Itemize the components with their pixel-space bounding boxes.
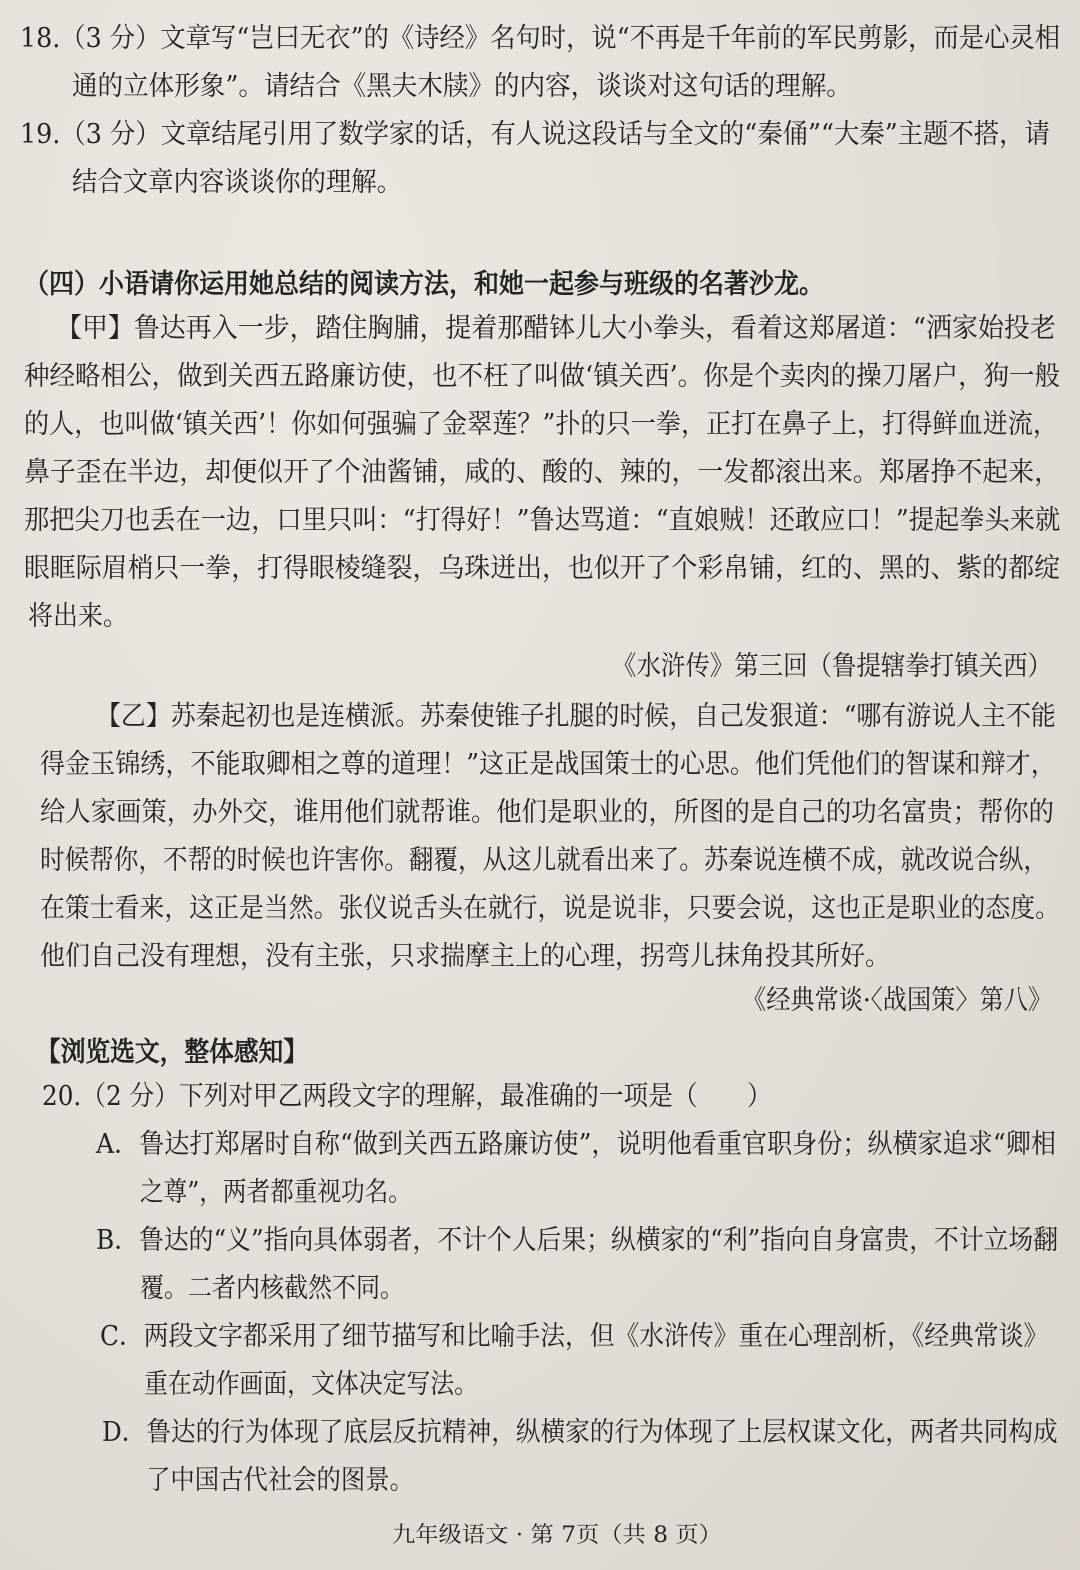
- q18-line-1: 18.（3 分）文章写“岂曰无衣”的《诗经》名句时，说“不再是千年前的军民剪影，而是心灵相: [20, 23, 1061, 54]
- passage-jia-line: 将出来。: [28, 601, 128, 632]
- passage-yi-line: 给人家画策，办外交，谁用他们就帮谁。他们是职业的，所图的是自己的功名富贵；帮你的: [40, 797, 1054, 828]
- option-d[interactable]: D．鲁达的行为体现了底层反抗精神，纵横家的行为体现了上层权谋文化，两者共同构成: [102, 1417, 1058, 1448]
- passage-jia-line: 的人，也叫做‘镇关西’！你如何强骗了金翠莲？”扑的只一拳，正打在鼻子上，打得鲜血迸流，: [24, 409, 1058, 440]
- passage-jia-line: 鼻子歪在半边，却便似开了个油酱铺，咸的、酸的、辣的，一发都滚出来。郑屠挣不起来，: [24, 457, 1060, 488]
- passage-jia-line: 【甲】鲁达再入一步，踏住胸脯，提着那醋钵儿大小拳头，看着这郑屠道：“洒家始投老: [56, 313, 1056, 344]
- option-b[interactable]: B．鲁达的“义”指向具体弱者，不计个人后果；纵横家的“利”指向自身富贵，不计立场翻: [96, 1225, 1059, 1256]
- passage-jia-line: 眼眶际眉梢只一拳，打得眼棱缝裂，乌珠迸出，也似开了个彩帛铺，红的、黑的、紫的都绽: [24, 553, 1060, 584]
- passage-jia-line: 那把尖刀也丢在一边，口里只叫：“打得好！”鲁达骂道：“直娘贼！还敢应口！”提起拳头来就: [24, 505, 1061, 536]
- option-b-cont: 覆。二者内核截然不同。: [140, 1273, 404, 1304]
- section-heading: （四）小语请你运用她总结的阅读方法，和她一起参与班级的名著沙龙。: [24, 269, 824, 300]
- passage-yi-line: 在策士看来，这正是当然。张仪说舌头在就行，说是说非，只要会说，这也正是职业的态度。: [40, 893, 1060, 924]
- page-footer: 九年级语文 · 第 7页（共 8 页）: [392, 1523, 722, 1548]
- passage-jia-line: 种经略相公，做到关西五路廉访使，也不枉了叫做‘镇关西’。你是个卖肉的操刀屠户，狗一般: [24, 361, 1061, 392]
- passage-yi-line: 得金玉锦绣，不能取卿相之尊的道理！”这正是战国策士的心思。他们凭他们的智谋和辩才，: [40, 749, 1056, 780]
- q20-stem: 20.（2 分）下列对甲乙两段文字的理解，最准确的一项是（ ）: [42, 1081, 772, 1112]
- q18-line-2: 通的立体形象”。请结合《黑夫木牍》的内容，谈谈对这句话的理解。: [72, 71, 852, 102]
- section-subheading: 【浏览选文，整体感知】: [36, 1037, 308, 1068]
- passage-yi-line: 时候帮你，不帮的时候也许害你。翻覆，从这儿就看出来了。苏秦说连横不成，就改说合纵，: [40, 845, 1048, 876]
- q19-line-2: 结合文章内容谈谈你的理解。: [72, 167, 402, 198]
- option-c-cont: 重在动作画面，文体决定写法。: [144, 1369, 478, 1400]
- q19-line-1: 19.（3 分）文章结尾引用了数学家的话，有人说这段话与全文的“秦俑”“大秦”主题不搭，请: [20, 119, 1050, 150]
- passage-yi-source: 《经典常谈·〈战国策〉第八》: [741, 985, 1052, 1016]
- passage-yi-line: 他们自己没有理想，没有主张，只求揣摩主上的心理，拐弯儿抹角投其所好。: [40, 941, 890, 972]
- option-a[interactable]: A．鲁达打郑屠时自称“做到关西五路廉访使”，说明他看重官职身份；纵横家追求“卿相: [96, 1129, 1056, 1160]
- passage-yi-line: 【乙】苏秦起初也是连横派。苏秦使锥子扎腿的时候，自己发狠道：“哪有游说人主不能: [96, 701, 1056, 732]
- option-c[interactable]: C．两段文字都采用了细节描写和比喻手法，但《水浒传》重在心理剖析，《经典常谈》: [100, 1321, 1049, 1352]
- passage-jia-source: 《水浒传》第三回（鲁提辖拳打镇关西）: [612, 651, 1052, 682]
- option-a-cont: 之尊”，两者都重视功名。: [140, 1177, 412, 1208]
- option-d-cont: 了中国古代社会的图景。: [146, 1465, 414, 1496]
